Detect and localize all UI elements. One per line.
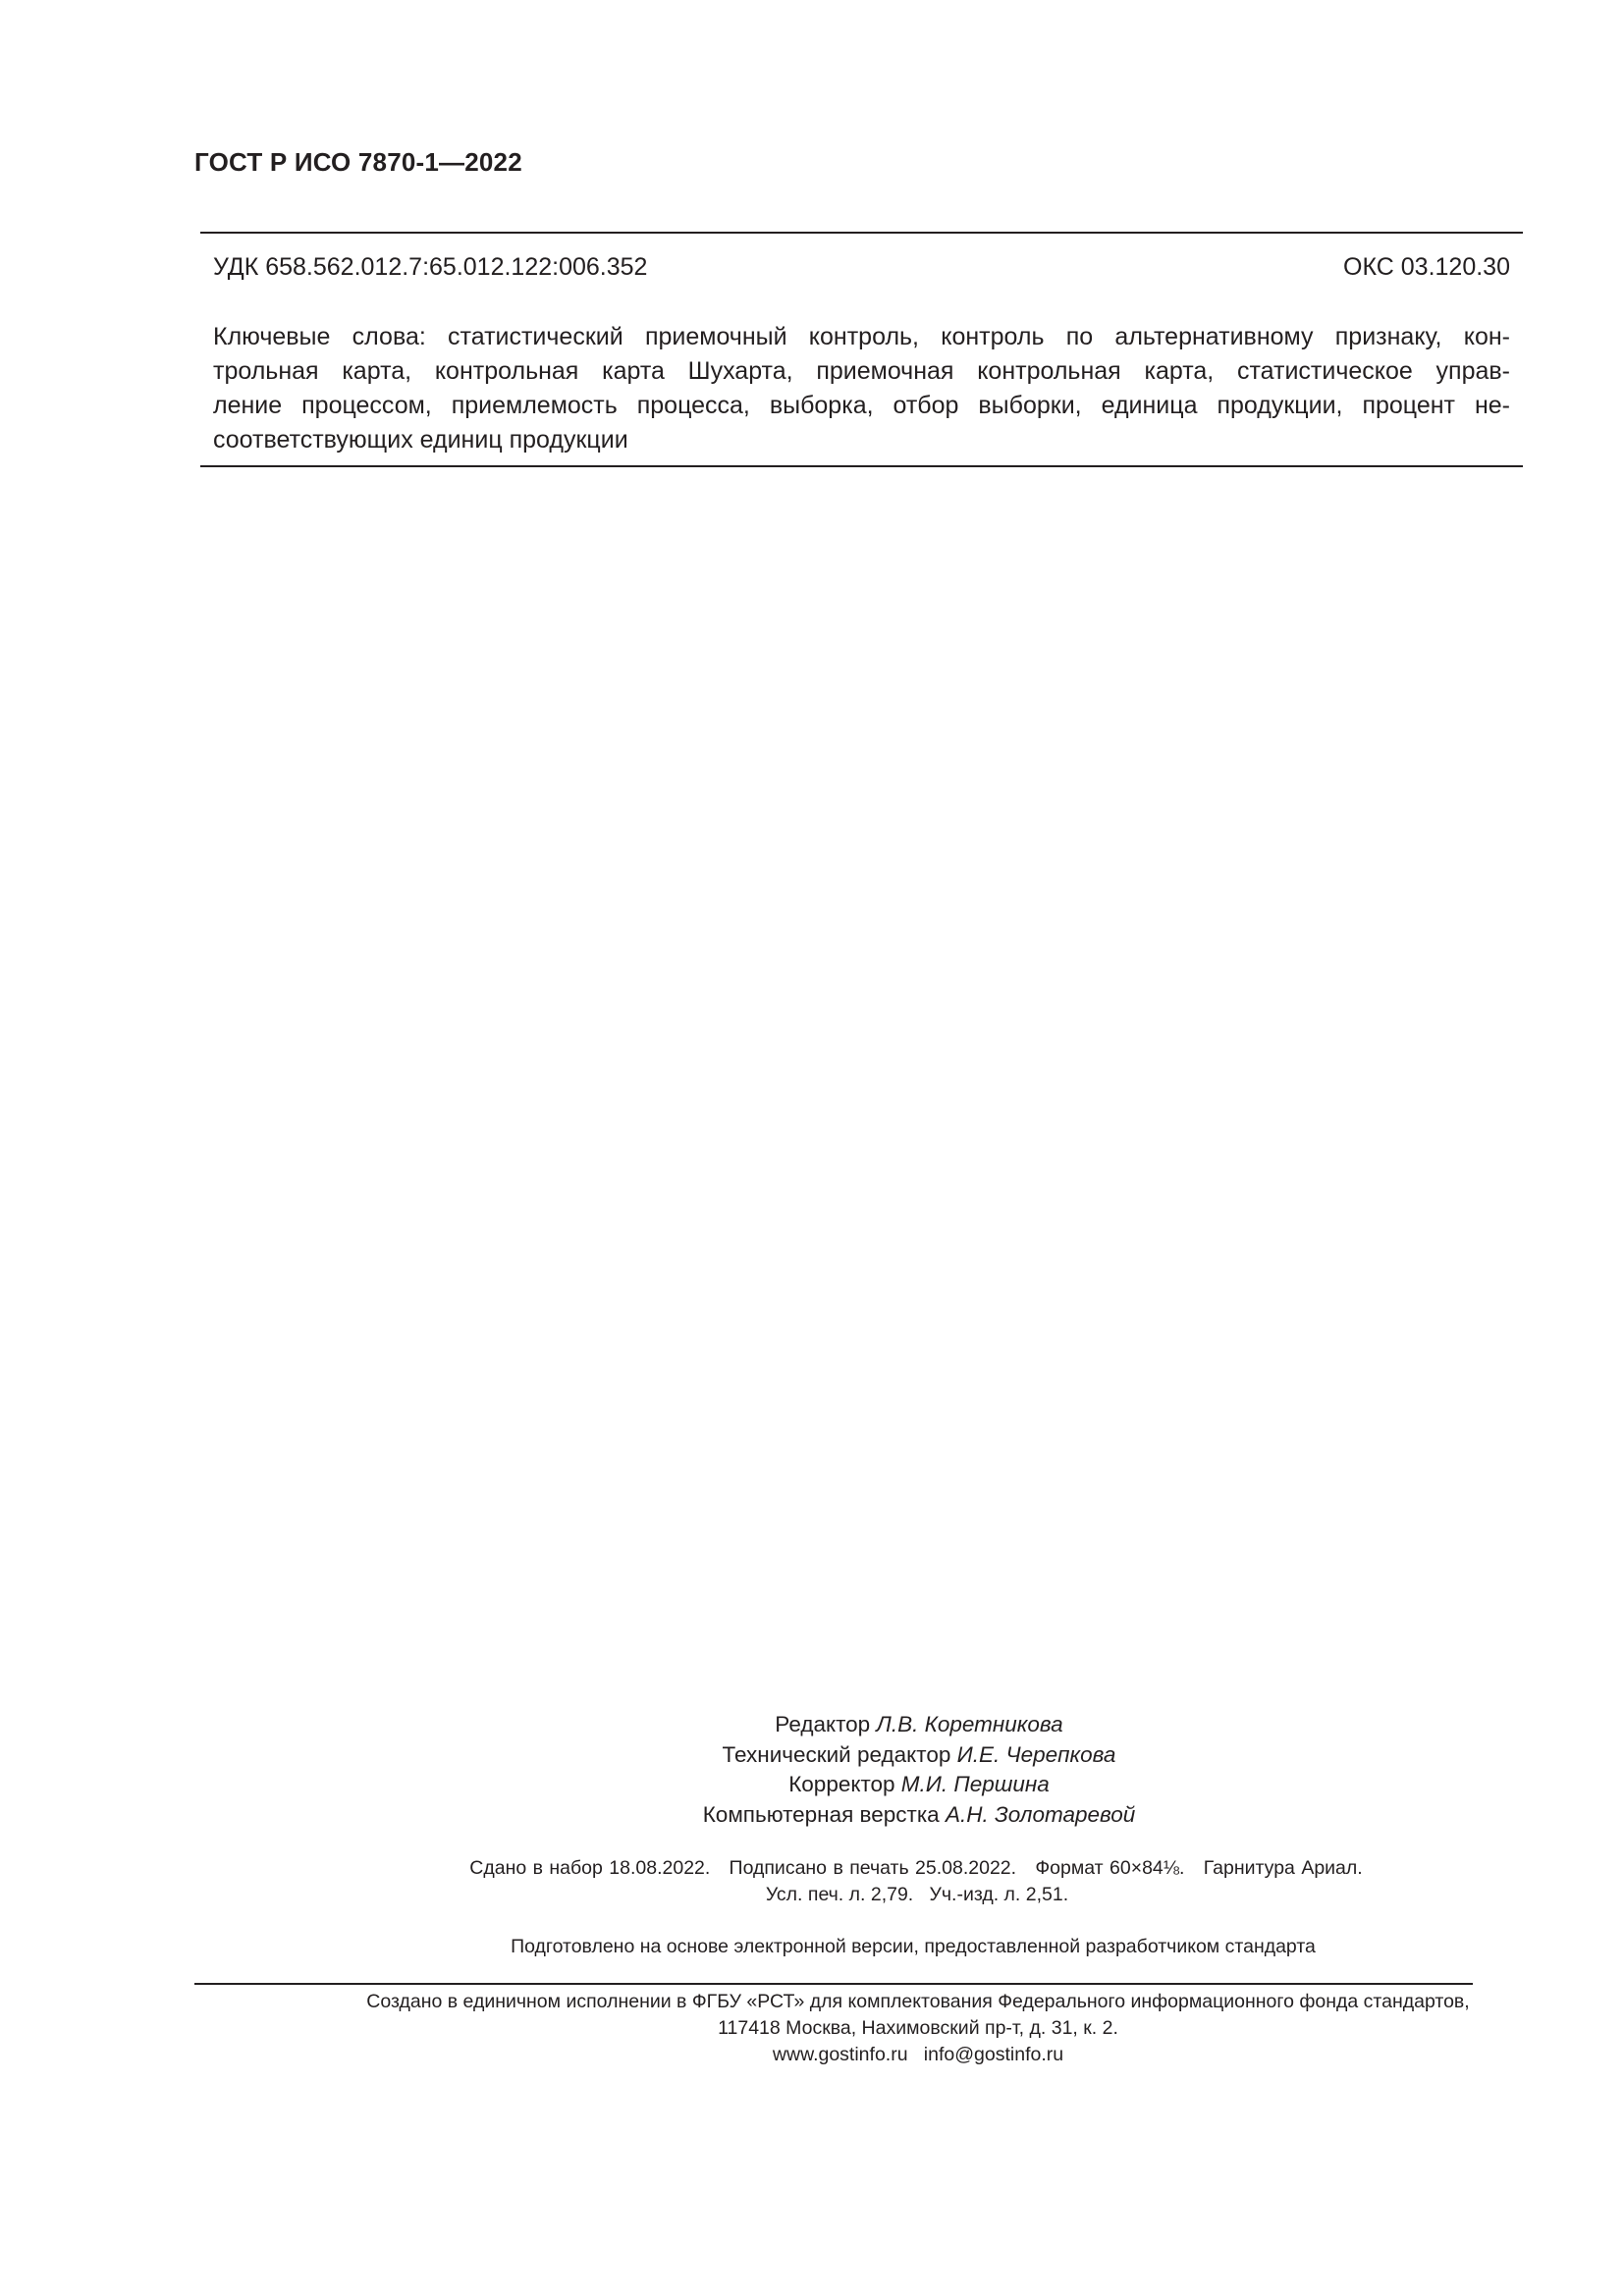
classification-row [213,253,1510,282]
credit-layout [0,1800,1624,1831]
keywords-line: трольная карта, контрольная карта Шухарта, приемочная контрольная карта, статистическое управ- [213,357,1510,385]
footer-divider [194,1983,1473,1985]
credit-tech-editor [0,1740,1624,1771]
credit-person: А.Н. Золотаревой [945,1801,1136,1827]
print-info [0,1855,1624,1908]
footer-line: 117418 Москва, Нахимовский пр-т, д. 31, к. 2. [718,2017,1118,2039]
document-code-header: ГОСТ Р ИСО 7870-1—2022 [194,147,522,177]
keywords-block [213,320,1510,457]
credit-person: М.И. Першина [900,1772,1050,1796]
top-divider [200,232,1523,234]
footer-links: www.gostinfo.ru info@gostinfo.ru [772,2044,1064,2065]
oks-code: ОКС 03.120.30 [1343,253,1510,281]
publisher-footer [0,1989,1624,2068]
keywords-line: соответствующих единиц продукции [213,426,628,454]
credit-corrector [0,1770,1624,1800]
credit-person: И.Е. Черепкова [956,1741,1116,1767]
credit-editor [0,1710,1624,1740]
credit-role: Редактор [775,1712,871,1736]
prepared-note: Подготовлено на основе электронной версии, предоставленной разработчиком стандарта [511,1936,1316,1957]
credit-role: Технический редактор [722,1741,951,1767]
credit-person: Л.В. Коретникова [876,1712,1063,1736]
credits-block [0,1710,1624,1830]
credit-role: Компьютерная верстка [702,1801,940,1827]
print-info-line: Усл. печ. л. 2,79. Уч.-изд. л. 2,51. [765,1884,1069,1905]
credit-role: Корректор [788,1772,895,1796]
keywords-divider [200,465,1523,467]
keywords-line: Ключевые слова: статистический приемочный контроль, контроль по альтернативному признаку, кон- [213,323,1510,350]
footer-line: Создано в единичном исполнении в ФГБУ «РСТ» для комплектования Федерального информационного фонда стандартов, [366,1991,1470,2012]
print-info-line: Сдано в набор 18.08.2022. Подписано в печать 25.08.2022. Формат 60×84⅛. Гарнитура Ариал. [469,1857,1363,1879]
udc-code: УДК 658.562.012.7:65.012.122:006.352 [213,253,648,281]
keywords-line: ление процессом, приемлемость процесса, выборка, отбор выборки, единица продукции, процент не- [213,392,1510,419]
